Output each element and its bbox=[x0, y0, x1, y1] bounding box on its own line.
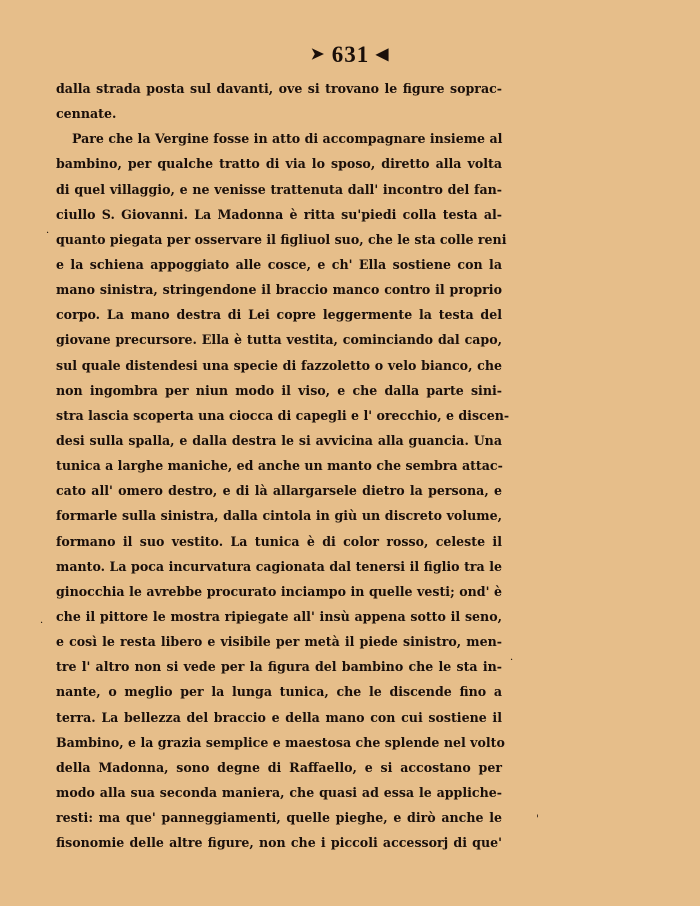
text-line: mano sinistra, stringendone il braccio manco contro il proprio bbox=[56, 282, 502, 298]
text-line: nante, o meglio per la lunga tunica, che le discende fino a bbox=[56, 684, 502, 700]
text-line: stra lascia scoperta una ciocca di capegli e l' orecchio, e discen- bbox=[56, 407, 510, 423]
text-line: quanto piegata per osservare il figliuol suo, che le sta colle reni bbox=[56, 231, 507, 247]
page-number: 631 bbox=[331, 42, 370, 67]
text-line: manto. La poca incurvatura cagionata dal tenersi il figlio tra le bbox=[56, 558, 502, 574]
text-line: tre l' altro non si vede per la figura del bambino che le sta in- bbox=[56, 659, 502, 675]
ink-speck: · bbox=[510, 655, 514, 666]
text-line: ciullo S. Giovanni. La Madonna è ritta su'piedi colla testa al- bbox=[56, 206, 502, 222]
text-line: della Madonna, sono degne di Raffaello, e si accostano per bbox=[56, 759, 502, 775]
text-line: sul quale distendesi una specie di fazzoletto o velo bianco, che bbox=[56, 357, 502, 373]
text-line: modo alla sua seconda maniera, che quasi ad essa le appliche- bbox=[56, 784, 502, 800]
text-line: desi sulla spalla, e dalla destra le si avvicina alla guancia. Una bbox=[56, 432, 502, 448]
text-line: non ingombra per niun modo il viso, e che dalla parte sini- bbox=[56, 382, 502, 398]
text-line: che il pittore le mostra ripiegate all' insù appena sotto il seno, bbox=[56, 608, 502, 624]
body-text bbox=[56, 76, 510, 855]
text-line: cennate. bbox=[56, 106, 117, 122]
text-line: ginocchia le avrebbe procurato inciampo in quelle vesti; ond' è bbox=[56, 583, 502, 599]
text-line: tunica a larghe maniche, ed anche un manto che sembra attac- bbox=[56, 458, 503, 474]
ink-speck: ' bbox=[536, 814, 539, 825]
ink-speck: · bbox=[46, 228, 50, 239]
text-line: cato all' omero destro, e di là allargarsele dietro la persona, e bbox=[56, 483, 502, 499]
text-line: terra. La bellezza del braccio e della mano con cui sostiene il bbox=[56, 709, 502, 725]
text-line: e la schiena appoggiato alle cosce, e ch' Ella sostiene con la bbox=[56, 256, 502, 272]
text-line: di quel villaggio, e ne venisse trattenuta dall' incontro del fan- bbox=[56, 181, 502, 197]
ornament-right-icon: ◀ bbox=[376, 46, 390, 63]
text-line: bambino, per qualche tratto di via lo sposo, diretto alla volta bbox=[56, 156, 502, 172]
text-line: formano il suo vestito. La tunica è di color rosso, celeste il bbox=[56, 533, 502, 549]
text-line: Pare che la Vergine fosse in atto di accompagnare insieme al bbox=[72, 131, 503, 147]
text-line: formarle sulla sinistra, dalla cintola in giù un discreto volume, bbox=[56, 508, 502, 524]
text-line: Bambino, e la grazia semplice e maestosa che splende nel volto bbox=[56, 734, 505, 750]
text-line: e così le resta libero e visibile per metà il piede sinistro, men- bbox=[56, 634, 502, 650]
ornament-left-icon: ➤ bbox=[310, 46, 326, 63]
ink-speck: · bbox=[40, 618, 44, 629]
text-line: dalla strada posta sul davanti, ove si trovano le figure soprac- bbox=[56, 81, 502, 96]
text-line: resti: ma que' panneggiamenti, quelle pieghe, e dirò anche le bbox=[56, 810, 502, 826]
text-line: giovane precursore. Ella è tutta vestita, cominciando dal capo, bbox=[56, 332, 502, 348]
text-line: fisonomie delle altre figure, non che i piccoli accessorj di que' bbox=[56, 835, 502, 851]
text-line: corpo. La mano destra di Lei copre leggermente la testa del bbox=[56, 307, 502, 323]
page-header bbox=[0, 42, 700, 68]
